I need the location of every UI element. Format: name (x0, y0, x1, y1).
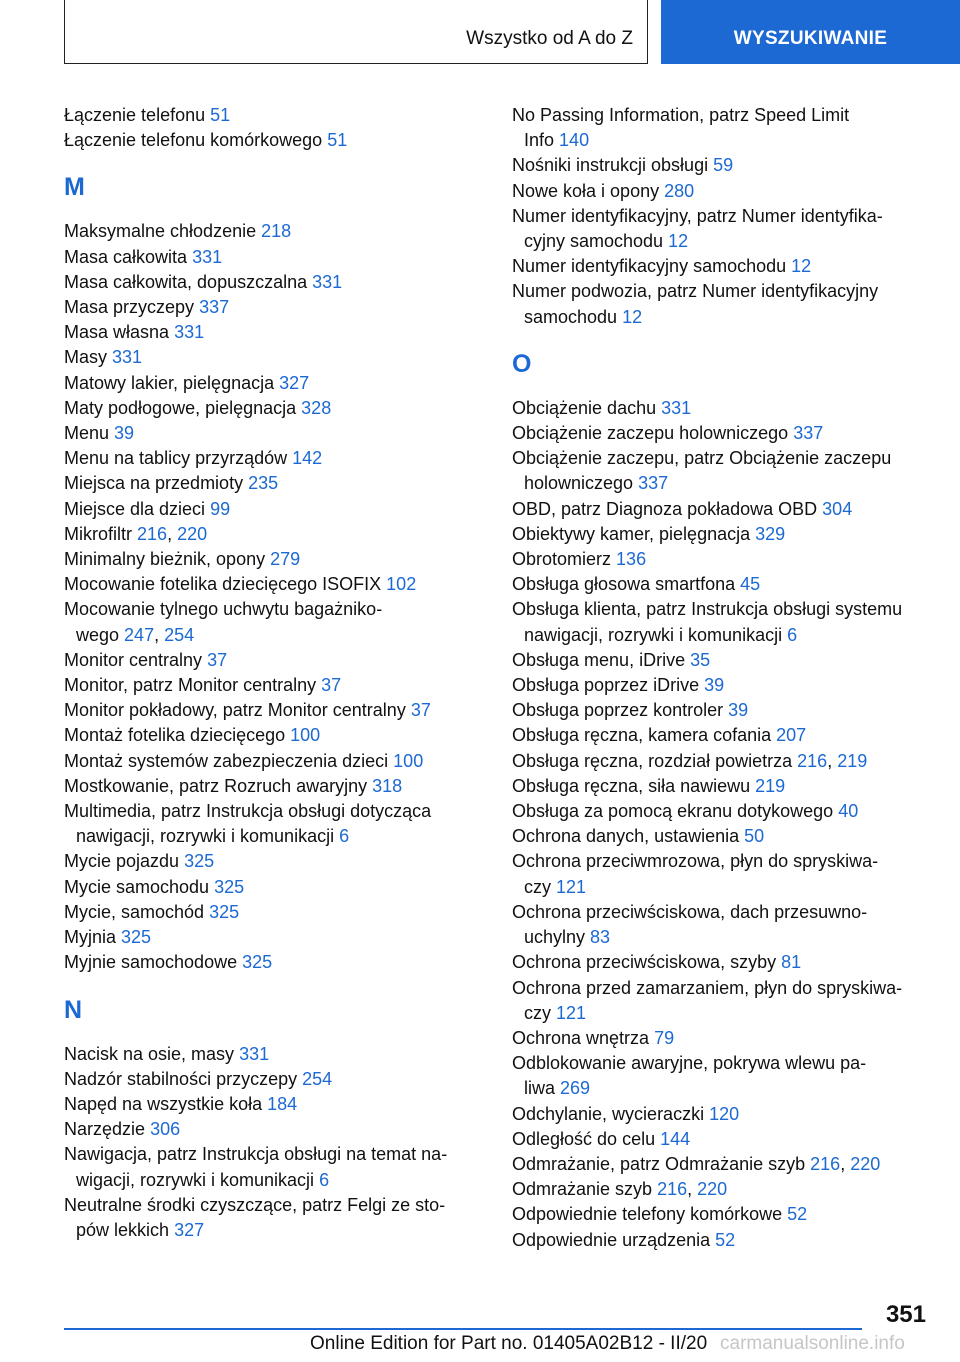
index-entry (512, 900, 932, 950)
entry-term: Numer identyfikacyjny samochodu (512, 256, 787, 277)
entry-term: OBD, patrz Diagnoza pokładowa OBD (512, 498, 818, 519)
page-link[interactable]: 327 (279, 372, 310, 393)
entry-term: Neutralne środki czyszczące, patrz Felgi ze sto- (64, 1194, 446, 1215)
page-link[interactable]: 81 (781, 952, 802, 973)
index-entry: Odmrażanie, patrz Odmrażanie szyb 216, 220 (512, 1153, 881, 1174)
page-link[interactable]: 51 (327, 130, 348, 151)
page-link[interactable]: 100 (290, 725, 321, 746)
page-link[interactable]: 120 (709, 1103, 740, 1124)
entry-term: Mikrofiltr (64, 523, 132, 544)
entry-term: Mycie samochodu (64, 876, 210, 897)
entry-term: Obsługa ręczna, kamera cofania (512, 725, 772, 746)
page-link[interactable]: 331 (112, 347, 143, 368)
index-entry (512, 396, 932, 421)
entry-term: Minimalny bieżnik, opony (64, 549, 266, 570)
entry-term-continued: wigacji, rozrywki i komunikacji (76, 1169, 315, 1190)
entry-term-continued: nawigacji, rozrywki i komunikacji (524, 624, 783, 645)
entry-term-continued: czy (524, 1002, 551, 1023)
entry-term: Obsługa ręczna, siła nawiewu (512, 775, 751, 796)
page-link[interactable]: 6 (339, 826, 350, 847)
index-entry (64, 345, 474, 370)
index-entry (64, 572, 474, 597)
entry-term-continued: uchylny (524, 927, 586, 948)
index-entry (512, 1051, 932, 1101)
index-entry (512, 950, 932, 975)
section-letter: M (64, 173, 85, 202)
entry-term: Obsługa za pomocą ekranu dotykowego (512, 801, 834, 822)
entry-term: Obsługa poprzez iDrive (512, 675, 700, 696)
entry-term: Obciążenie zaczepu, patrz Obciążenie zaczepu (512, 448, 892, 469)
index-entry (512, 522, 932, 547)
page-link[interactable]: 184 (267, 1093, 298, 1114)
index-entry (64, 1142, 474, 1192)
index-entry (512, 572, 932, 597)
entry-term: Monitor centralny (64, 649, 203, 670)
page-link[interactable]: 254 (302, 1068, 333, 1089)
page-link[interactable]: 83 (590, 927, 611, 948)
page-link[interactable]: 216 (657, 1179, 688, 1200)
page-link[interactable]: 325 (121, 927, 152, 948)
entry-term-continued: pów lekkich (76, 1219, 170, 1240)
footer-divider (64, 1328, 862, 1330)
entry-term: Narzędzie (64, 1119, 146, 1140)
entry-term: Ochrona przeciwściskowa, szyby (512, 952, 777, 973)
index-entry (512, 204, 932, 254)
page-link[interactable]: 102 (386, 574, 417, 595)
entry-term: Monitor pokładowy, patrz Monitor centralny (64, 700, 406, 721)
page-link[interactable]: 52 (715, 1229, 736, 1250)
entry-term-continued: nawigacji, rozrywki i komunikacji (76, 826, 335, 847)
entry-term: Mocowanie tylnego uchwytu bagażniko- (64, 599, 383, 620)
section-letter: O (512, 349, 532, 378)
index-column-right (512, 103, 932, 1253)
index-entry (64, 471, 474, 496)
page-link[interactable]: 121 (556, 1002, 587, 1023)
entry-term: Mycie pojazdu (64, 851, 180, 872)
entry-term: Obiektywy kamer, pielęgnacja (512, 523, 751, 544)
entry-term-continued: wego (76, 624, 120, 645)
index-entry (512, 648, 932, 673)
index-entry (512, 1127, 932, 1152)
page-link[interactable]: 39 (728, 700, 749, 721)
index-entry (64, 1193, 474, 1243)
entry-term-continued: Info (524, 130, 555, 151)
entry-term: Masa całkowita (64, 246, 188, 267)
entry-term: Mostkowanie, patrz Rozruch awaryjny (64, 775, 368, 796)
page-number: 351 (885, 1301, 926, 1328)
tab-index[interactable] (64, 0, 648, 64)
index-entry (64, 799, 474, 849)
index-entry (512, 774, 932, 799)
page-link[interactable]: 39 (704, 675, 725, 696)
page-link[interactable]: 216 (797, 750, 828, 771)
entry-term: Ochrona wnętrza (512, 1027, 650, 1048)
index-entry (64, 295, 474, 320)
entry-term: Myjnia (64, 927, 117, 948)
index-entry (64, 421, 474, 446)
entry-term: Nacisk na osie, masy (64, 1043, 235, 1064)
entry-term: Miejsca na przedmioty (64, 473, 244, 494)
index-entry (64, 723, 474, 748)
index-entry (64, 245, 474, 270)
page-link[interactable]: 269 (560, 1078, 591, 1099)
page-link[interactable]: 220 (697, 1179, 728, 1200)
page-link[interactable]: 331 (174, 322, 205, 343)
page-link[interactable]: 6 (787, 624, 798, 645)
index-entry (512, 547, 932, 572)
page-link[interactable]: 142 (292, 448, 323, 469)
index-entry (64, 1067, 474, 1092)
page-link[interactable]: 79 (654, 1027, 675, 1048)
entry-term-continued: cyjny samochodu (524, 231, 664, 252)
entry-term: Nowe koła i opony (512, 180, 660, 201)
page-link[interactable]: 235 (248, 473, 279, 494)
page-link[interactable]: 100 (393, 750, 424, 771)
index-entry (64, 749, 474, 774)
page-link[interactable]: 331 (661, 397, 692, 418)
page-link[interactable]: 52 (787, 1204, 808, 1225)
index-entry (64, 1092, 474, 1117)
entry-term: No Passing Information, patrz Speed Limit (512, 105, 850, 125)
entry-term: Menu (64, 423, 110, 444)
entry-term: Multimedia, patrz Instrukcja obsługi dotycząca (64, 801, 432, 822)
index-entry (64, 103, 474, 128)
page-link[interactable]: 218 (261, 221, 292, 242)
index-entry: Obsługa ręczna, rozdział powietrza 216, 219 (512, 750, 868, 771)
index-entry (64, 396, 474, 421)
page-link[interactable]: 219 (755, 775, 786, 796)
entry-term: Obsługa klienta, patrz Instrukcja obsługi systemu (512, 599, 903, 620)
entry-term: Masa przyczepy (64, 297, 195, 318)
index-entry (64, 698, 474, 723)
page-link[interactable]: 337 (638, 473, 669, 494)
page-link[interactable]: 136 (616, 549, 647, 570)
index-entry (512, 103, 932, 153)
page-link[interactable]: 219 (837, 750, 868, 771)
index-entry (64, 128, 474, 153)
index-column-left (64, 103, 474, 1243)
entry-term: Masy (64, 347, 108, 368)
page-link[interactable]: 337 (793, 423, 824, 444)
entry-term: Monitor, patrz Monitor centralny (64, 675, 317, 696)
page-link[interactable]: 51 (210, 105, 231, 125)
index-entry (512, 597, 932, 647)
page-link[interactable]: 144 (660, 1128, 691, 1149)
page-link[interactable]: 328 (301, 397, 332, 418)
tab-index-label: Wszystko od A do Z (466, 28, 633, 49)
index-entry (64, 900, 474, 925)
entry-term: Odmrażanie, patrz Odmrażanie szyb (512, 1153, 806, 1174)
entry-term: Obciążenie zaczepu holowniczego (512, 423, 789, 444)
index-entry (64, 849, 474, 874)
page-link[interactable]: 331 (239, 1043, 270, 1064)
entry-term-continued: czy (524, 876, 551, 897)
page-link[interactable]: 40 (838, 801, 859, 822)
index-entry (512, 179, 932, 204)
page-link[interactable]: 216 (137, 523, 168, 544)
index-entry (512, 1228, 932, 1253)
index-entry (64, 219, 474, 244)
tab-search[interactable] (661, 0, 960, 64)
entry-term: Obsługa ręczna, rozdział powietrza (512, 750, 793, 771)
entry-term: Matowy lakier, pielęgnacja (64, 372, 275, 393)
entry-term: Odmrażanie szyb (512, 1179, 653, 1200)
page-link[interactable]: 216 (810, 1153, 841, 1174)
page-link[interactable]: 327 (174, 1219, 205, 1240)
index-entry (512, 153, 932, 178)
index-entry (512, 698, 932, 723)
entry-term: Montaż systemów zabezpieczenia dzieci (64, 750, 389, 771)
page-link[interactable]: 12 (791, 256, 812, 277)
page-link[interactable]: 12 (622, 306, 643, 327)
entry-term: Nadzór stabilności przyczepy (64, 1068, 298, 1089)
entry-term: Ochrona danych, ustawienia (512, 826, 740, 847)
index-entry (64, 1042, 474, 1067)
index-entry (512, 421, 932, 446)
entry-term: Masa całkowita, dopuszczalna (64, 271, 308, 292)
page-link[interactable]: 59 (713, 155, 734, 176)
index-entry (512, 254, 932, 279)
entry-term: Napęd na wszystkie koła (64, 1093, 263, 1114)
entry-term-continued: holowniczego (524, 473, 634, 494)
index-entry (512, 849, 932, 899)
entry-term: Montaż fotelika dziecięcego (64, 725, 286, 746)
page-link[interactable]: 35 (690, 649, 711, 670)
page-link[interactable]: 220 (177, 523, 208, 544)
index-entry (512, 446, 932, 496)
entry-term: Obrotomierz (512, 549, 612, 570)
entry-term: Myjnie samochodowe (64, 952, 238, 973)
entry-term: Numer identyfikacyjny, patrz Numer identyfika- (512, 205, 883, 226)
index-entry (64, 925, 474, 950)
page-link[interactable]: 304 (822, 498, 853, 519)
entry-term: Nośniki instrukcji obsługi (512, 155, 709, 176)
page-link[interactable]: 329 (755, 523, 786, 544)
entry-term: Obsługa głosowa smartfona (512, 574, 736, 595)
entry-term: Odblokowanie awaryjne, pokrywa wlewu pa- (512, 1053, 867, 1074)
index-entry (512, 673, 932, 698)
index-entry (64, 547, 474, 572)
page-link[interactable]: 325 (209, 901, 240, 922)
entry-term: Miejsce dla dzieci (64, 498, 206, 519)
page-link[interactable]: 331 (312, 271, 343, 292)
index-entry (64, 950, 474, 975)
index-entry (512, 824, 932, 849)
page-link[interactable]: 6 (319, 1169, 330, 1190)
page-link[interactable]: 247 (124, 624, 155, 645)
entry-term: Odchylanie, wycieraczki (512, 1103, 705, 1124)
watermark: carmanualsonline.info (720, 1333, 905, 1354)
index-entry (64, 497, 474, 522)
entry-term: Masa własna (64, 322, 170, 343)
index-entry (64, 875, 474, 900)
page-link[interactable]: 99 (210, 498, 231, 519)
index-entry (64, 648, 474, 673)
index-entry (512, 799, 932, 824)
entry-term: Maty podłogowe, pielęgnacja (64, 397, 297, 418)
index-entry (512, 497, 932, 522)
entry-term: Odległość do celu (512, 1128, 656, 1149)
index-entry (64, 446, 474, 471)
index-entry (64, 673, 474, 698)
page-link[interactable]: 279 (270, 549, 301, 570)
page-link[interactable]: 306 (150, 1119, 181, 1140)
page-link[interactable]: 39 (114, 423, 135, 444)
entry-term: Łączenie telefonu (64, 105, 206, 125)
page-link[interactable]: 37 (207, 649, 228, 670)
index-entry (512, 723, 932, 748)
page-link[interactable]: 207 (776, 725, 807, 746)
entry-term: Maksymalne chłodzenie (64, 221, 257, 242)
entry-term: Nawigacja, patrz Instrukcja obsługi na temat na- (64, 1144, 448, 1165)
index-entry (64, 1117, 474, 1142)
entry-term-continued: liwa (524, 1078, 556, 1099)
index-entry (64, 774, 474, 799)
entry-term: Mycie, samochód (64, 901, 205, 922)
entry-term: Mocowanie fotelika dziecięcego ISOFIX (64, 574, 382, 595)
index-entry: Mocowanie tylnego uchwytu bagażniko- wego 247, 254 (64, 599, 383, 645)
page-link[interactable]: 318 (372, 775, 403, 796)
page-link[interactable]: 121 (556, 876, 587, 897)
entry-term: Odpowiednie telefony komórkowe (512, 1204, 783, 1225)
index-entry (512, 976, 932, 1026)
index-entry (64, 320, 474, 345)
index-entry: Mikrofiltr 216, 220 (64, 523, 208, 544)
index-entry: Odmrażanie szyb 216, 220 (512, 1179, 728, 1200)
page-link[interactable]: 12 (668, 231, 689, 252)
tab-search-label: WYSZUKIWANIE (733, 28, 888, 49)
index-entry (64, 371, 474, 396)
page-link[interactable]: 331 (192, 246, 223, 267)
entry-term: Obsługa poprzez kontroler (512, 700, 724, 721)
entry-term: Numer podwozia, patrz Numer identyfikacyjny (512, 281, 879, 302)
index-entry (512, 1202, 932, 1227)
edition-note: Online Edition for Part no. 01405A02B12 - II/20 (310, 1333, 708, 1354)
page-link[interactable]: 220 (850, 1153, 881, 1174)
entry-term: Odpowiednie urządzenia (512, 1229, 711, 1250)
page-link[interactable]: 325 (214, 876, 245, 897)
entry-term: Menu na tablicy przyrządów (64, 448, 288, 469)
entry-term: Ochrona przed zamarzaniem, płyn do spryskiwa- (512, 977, 903, 998)
section-letter: N (64, 995, 83, 1024)
page-link[interactable]: 37 (321, 675, 342, 696)
page-link[interactable]: 50 (744, 826, 765, 847)
entry-term: Ochrona przeciwściskowa, dach przesuwno- (512, 901, 868, 922)
page-link[interactable]: 325 (184, 851, 215, 872)
entry-term: Obsługa menu, iDrive (512, 649, 686, 670)
entry-term: Obciążenie dachu (512, 397, 657, 418)
page-link[interactable]: 337 (199, 297, 230, 318)
index-entry (512, 279, 932, 329)
page-link[interactable]: 325 (242, 952, 273, 973)
entry-term: Ochrona przeciwmrozowa, płyn do spryskiwa- (512, 851, 879, 872)
index-entry (512, 1026, 932, 1051)
page-link[interactable]: 140 (559, 130, 590, 151)
index-entry (64, 270, 474, 295)
entry-term-continued: samochodu (524, 306, 618, 327)
entry-term: Łączenie telefonu komórkowego (64, 130, 323, 151)
page-link[interactable]: 45 (740, 574, 761, 595)
index-entry (512, 1102, 932, 1127)
page-link[interactable]: 254 (164, 624, 195, 645)
page-link[interactable]: 280 (664, 180, 695, 201)
page-link[interactable]: 37 (410, 700, 431, 721)
